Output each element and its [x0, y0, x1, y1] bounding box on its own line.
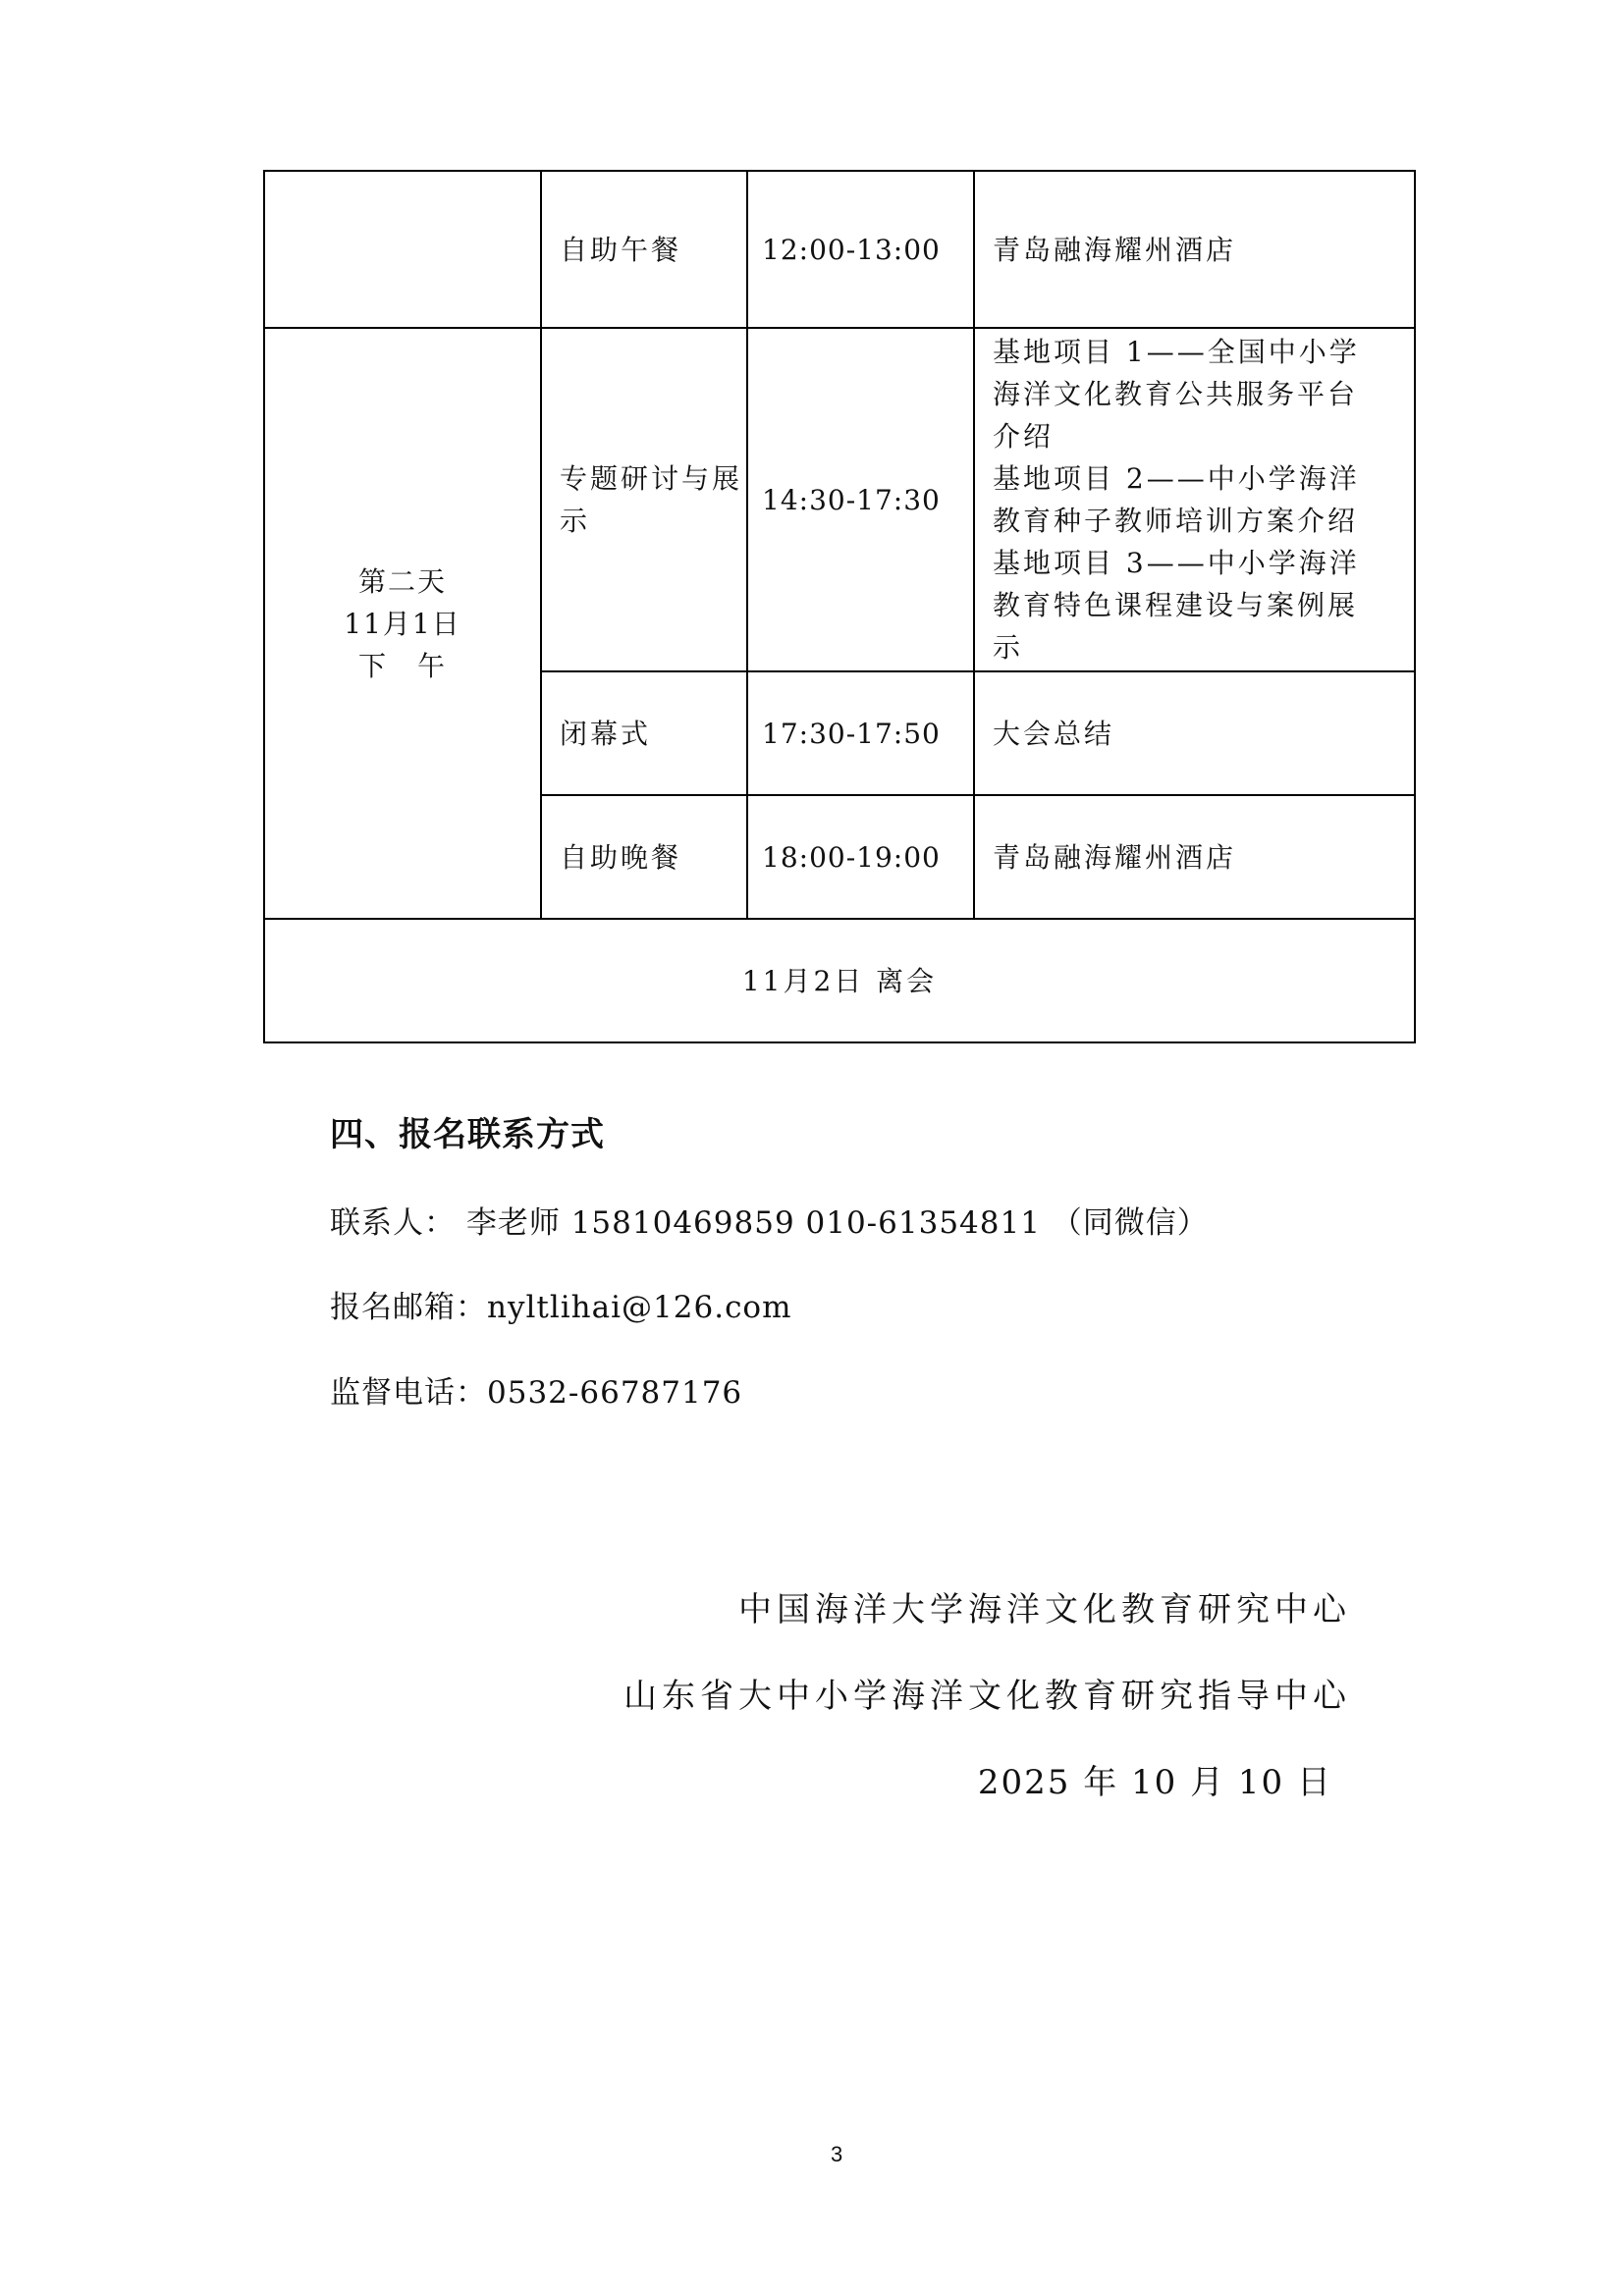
detail-cell: 大会总结: [974, 671, 1415, 795]
section-heading: 四、报名联系方式: [330, 1115, 605, 1154]
signature-date: 2025 年 10 月 10 日: [977, 1763, 1332, 1802]
detail-cell: [974, 328, 1415, 671]
activity-cell: 自助晚餐: [541, 795, 747, 919]
time-cell: 12:00-13:00: [747, 171, 974, 328]
detail-cell: 青岛融海耀州酒店: [974, 795, 1415, 919]
day-label: 第二天: [357, 564, 447, 598]
table-row: [264, 328, 1415, 671]
activity-cell: 自助午餐: [541, 171, 747, 328]
signature-org-2: 山东省大中小学海洋文化教育研究指导中心: [623, 1677, 1351, 1716]
schedule-table: [263, 170, 1416, 1043]
period-label: 下 午: [357, 649, 447, 682]
time-cell: 17:30-17:50: [747, 671, 974, 795]
time-cell: 18:00-19:00: [747, 795, 974, 919]
detail-cell: 青岛融海耀州酒店: [974, 171, 1415, 328]
time-cell: 14:30-17:30: [747, 328, 974, 671]
detail-line: 海洋文化教育公共服务平台: [993, 378, 1359, 410]
signature-org-1: 中国海洋大学海洋文化教育研究中心: [738, 1590, 1351, 1629]
detail-line: 教育种子教师培训方案介绍: [993, 505, 1359, 537]
date-label: 11月1日: [344, 607, 461, 640]
activity-cell: 专题研讨与展示: [541, 328, 747, 671]
contact-person: 联系人： 李老师 15810469859 010-61354811 （同微信）: [330, 1205, 1209, 1241]
activity-cell: 闭幕式: [541, 671, 747, 795]
detail-line: 介绍: [993, 420, 1055, 453]
supervision-phone: 监督电话：0532-66787176: [330, 1375, 743, 1411]
table-row: [264, 171, 1415, 328]
day-cell-empty: [264, 171, 541, 328]
page-number: 3: [831, 2142, 843, 2166]
detail-line: 基地项目 3——中小学海洋: [993, 547, 1360, 579]
detail-line: 基地项目 2——中小学海洋: [993, 462, 1360, 495]
detail-line: 教育特色课程建设与案例展: [993, 589, 1359, 621]
detail-line: 示: [993, 631, 1024, 664]
closing-cell: 11月2日 离会: [264, 919, 1415, 1042]
detail-line: 基地项目 1——全国中小学: [993, 336, 1360, 368]
table-row: [264, 919, 1415, 1042]
contact-email: 报名邮箱：nyltlihai@126.com: [330, 1290, 792, 1325]
day-cell: [264, 328, 541, 919]
